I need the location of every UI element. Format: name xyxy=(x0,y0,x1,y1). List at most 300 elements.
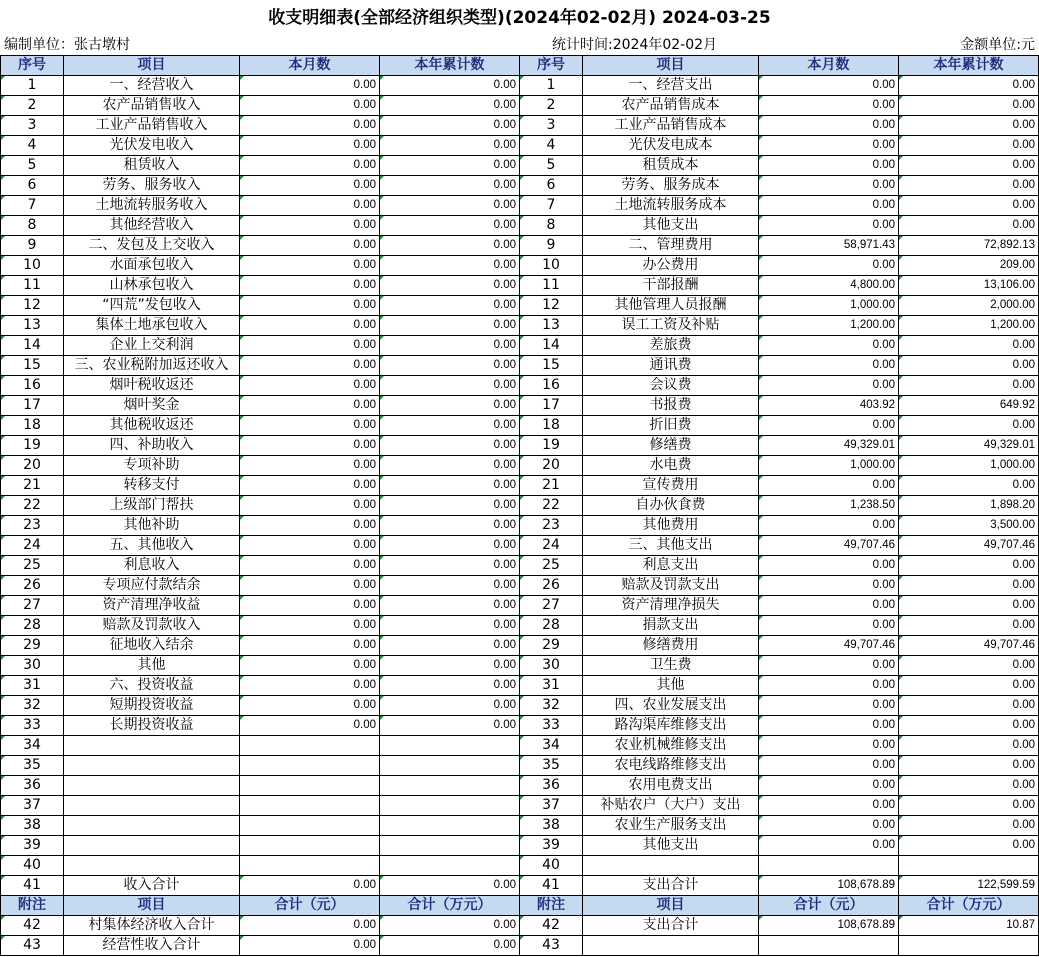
expense-ytd-cell[interactable]: 0.00 xyxy=(899,356,1039,376)
income-item-cell[interactable]: 专项应付款结余 xyxy=(64,576,240,596)
expense-ytd-cell[interactable]: 0.00 xyxy=(899,556,1039,576)
income-item-cell[interactable]: 转移支付 xyxy=(64,476,240,496)
income-seq-cell[interactable]: 41 xyxy=(1,876,64,896)
income-ytd-cell[interactable] xyxy=(380,796,520,816)
expense-ytd-cell[interactable]: 10.87 xyxy=(899,916,1039,936)
income-item-cell[interactable]: 征地收入结余 xyxy=(64,636,240,656)
income-month-cell[interactable]: 0.00 xyxy=(240,416,380,436)
expense-seq-cell[interactable]: 41 xyxy=(520,876,583,896)
expense-item-cell[interactable]: 折旧费 xyxy=(583,416,759,436)
expense-ytd-cell[interactable]: 13,106.00 xyxy=(899,276,1039,296)
expense-seq-cell[interactable]: 43 xyxy=(520,936,583,956)
expense-month-cell[interactable]: 403.92 xyxy=(759,396,899,416)
expense-item-cell[interactable]: 其他支出 xyxy=(583,216,759,236)
income-ytd-cell[interactable]: 0.00 xyxy=(380,716,520,736)
income-ytd-cell[interactable]: 0.00 xyxy=(380,496,520,516)
income-ytd-cell[interactable]: 0.00 xyxy=(380,676,520,696)
income-ytd-cell[interactable] xyxy=(380,756,520,776)
expense-month-cell[interactable]: 49,707.46 xyxy=(759,636,899,656)
income-item-cell[interactable] xyxy=(64,856,240,876)
income-seq-cell[interactable]: 21 xyxy=(1,476,64,496)
expense-seq-cell[interactable]: 10 xyxy=(520,256,583,276)
income-month-cell[interactable]: 0.00 xyxy=(240,316,380,336)
income-month-cell[interactable]: 0.00 xyxy=(240,696,380,716)
expense-seq-cell[interactable]: 22 xyxy=(520,496,583,516)
income-ytd-cell[interactable]: 0.00 xyxy=(380,136,520,156)
income-item-cell[interactable]: 烟叶税收返还 xyxy=(64,376,240,396)
expense-item-cell[interactable]: 其他费用 xyxy=(583,516,759,536)
expense-ytd-cell[interactable]: 0.00 xyxy=(899,616,1039,636)
expense-month-cell[interactable]: 0.00 xyxy=(759,136,899,156)
expense-item-cell[interactable]: 书报费 xyxy=(583,396,759,416)
income-month-cell[interactable]: 0.00 xyxy=(240,296,380,316)
expense-ytd-cell[interactable]: 0.00 xyxy=(899,336,1039,356)
column-header[interactable]: 项目 xyxy=(583,56,759,76)
income-item-cell[interactable]: 劳务、服务收入 xyxy=(64,176,240,196)
expense-seq-cell[interactable]: 19 xyxy=(520,436,583,456)
expense-month-cell[interactable]: 0.00 xyxy=(759,476,899,496)
expense-seq-cell[interactable]: 2 xyxy=(520,96,583,116)
income-month-cell[interactable]: 0.00 xyxy=(240,396,380,416)
expense-ytd-cell[interactable]: 0.00 xyxy=(899,696,1039,716)
income-ytd-cell[interactable] xyxy=(380,816,520,836)
expense-month-cell[interactable]: 4,800.00 xyxy=(759,276,899,296)
income-month-cell[interactable]: 0.00 xyxy=(240,116,380,136)
column-header[interactable]: 本年累计数 xyxy=(899,56,1039,76)
income-month-cell[interactable] xyxy=(240,776,380,796)
income-seq-cell[interactable]: 26 xyxy=(1,576,64,596)
income-item-cell[interactable]: 其他税收返还 xyxy=(64,416,240,436)
income-seq-cell[interactable]: 23 xyxy=(1,516,64,536)
income-month-cell[interactable]: 0.00 xyxy=(240,636,380,656)
income-ytd-cell[interactable] xyxy=(380,776,520,796)
income-ytd-cell[interactable]: 0.00 xyxy=(380,876,520,896)
income-month-cell[interactable]: 0.00 xyxy=(240,236,380,256)
income-month-cell[interactable]: 0.00 xyxy=(240,516,380,536)
income-month-cell[interactable]: 0.00 xyxy=(240,616,380,636)
income-month-cell[interactable] xyxy=(240,816,380,836)
income-month-cell[interactable]: 0.00 xyxy=(240,916,380,936)
expense-item-cell[interactable]: 修缮费用 xyxy=(583,636,759,656)
expense-month-cell[interactable]: 49,707.46 xyxy=(759,536,899,556)
expense-month-cell[interactable]: 0.00 xyxy=(759,216,899,236)
income-seq-cell[interactable]: 2 xyxy=(1,96,64,116)
expense-month-cell[interactable] xyxy=(759,856,899,876)
column-header[interactable]: 项目 xyxy=(64,56,240,76)
income-seq-cell[interactable]: 9 xyxy=(1,236,64,256)
expense-item-cell[interactable]: 光伏发电成本 xyxy=(583,136,759,156)
income-ytd-cell[interactable]: 0.00 xyxy=(380,76,520,96)
expense-item-cell[interactable] xyxy=(583,936,759,956)
expense-ytd-cell[interactable]: 209.00 xyxy=(899,256,1039,276)
expense-month-cell[interactable]: 0.00 xyxy=(759,696,899,716)
income-seq-cell[interactable]: 17 xyxy=(1,396,64,416)
expense-seq-cell[interactable]: 14 xyxy=(520,336,583,356)
income-ytd-cell[interactable]: 0.00 xyxy=(380,536,520,556)
expense-seq-cell[interactable]: 32 xyxy=(520,696,583,716)
expense-seq-cell[interactable]: 5 xyxy=(520,156,583,176)
income-item-cell[interactable]: 工业产品销售收入 xyxy=(64,116,240,136)
expense-seq-cell[interactable]: 11 xyxy=(520,276,583,296)
expense-seq-cell[interactable]: 21 xyxy=(520,476,583,496)
expense-item-cell[interactable]: 补贴农户（大户）支出 xyxy=(583,796,759,816)
income-month-cell[interactable] xyxy=(240,756,380,776)
income-seq-cell[interactable]: 7 xyxy=(1,196,64,216)
income-item-cell[interactable] xyxy=(64,796,240,816)
income-ytd-cell[interactable]: 0.00 xyxy=(380,336,520,356)
expense-month-cell[interactable]: 1,000.00 xyxy=(759,296,899,316)
column-header[interactable]: 本月数 xyxy=(759,56,899,76)
income-item-cell[interactable]: 三、农业税附加返还收入 xyxy=(64,356,240,376)
income-ytd-cell[interactable]: 0.00 xyxy=(380,156,520,176)
expense-ytd-cell[interactable]: 0.00 xyxy=(899,736,1039,756)
expense-month-cell[interactable]: 0.00 xyxy=(759,516,899,536)
income-seq-cell[interactable]: 28 xyxy=(1,616,64,636)
expense-month-cell[interactable]: 0.00 xyxy=(759,376,899,396)
income-item-cell[interactable]: 村集体经济收入合计 xyxy=(64,916,240,936)
expense-seq-cell[interactable]: 40 xyxy=(520,856,583,876)
expense-month-cell[interactable]: 0.00 xyxy=(759,776,899,796)
expense-ytd-cell[interactable]: 0.00 xyxy=(899,716,1039,736)
expense-month-cell[interactable]: 0.00 xyxy=(759,156,899,176)
expense-item-cell[interactable]: 误工工资及补贴 xyxy=(583,316,759,336)
income-item-cell[interactable]: 上级部门帮扶 xyxy=(64,496,240,516)
expense-month-cell[interactable]: 0.00 xyxy=(759,76,899,96)
income-item-cell[interactable]: 其他补助 xyxy=(64,516,240,536)
income-seq-cell[interactable]: 5 xyxy=(1,156,64,176)
income-seq-cell[interactable]: 42 xyxy=(1,916,64,936)
income-ytd-cell[interactable]: 0.00 xyxy=(380,936,520,956)
column-header[interactable]: 项目 xyxy=(583,896,759,916)
expense-seq-cell[interactable]: 39 xyxy=(520,836,583,856)
income-item-cell[interactable] xyxy=(64,756,240,776)
expense-seq-cell[interactable]: 31 xyxy=(520,676,583,696)
expense-item-cell[interactable]: 赔款及罚款支出 xyxy=(583,576,759,596)
expense-month-cell[interactable]: 0.00 xyxy=(759,336,899,356)
income-item-cell[interactable]: 山林承包收入 xyxy=(64,276,240,296)
expense-seq-cell[interactable]: 15 xyxy=(520,356,583,376)
expense-ytd-cell[interactable]: 49,329.01 xyxy=(899,436,1039,456)
income-seq-cell[interactable]: 34 xyxy=(1,736,64,756)
expense-seq-cell[interactable]: 20 xyxy=(520,456,583,476)
income-item-cell[interactable]: 长期投资收益 xyxy=(64,716,240,736)
income-item-cell[interactable] xyxy=(64,736,240,756)
expense-item-cell[interactable] xyxy=(583,856,759,876)
income-seq-cell[interactable]: 11 xyxy=(1,276,64,296)
income-month-cell[interactable]: 0.00 xyxy=(240,456,380,476)
expense-seq-cell[interactable]: 30 xyxy=(520,656,583,676)
income-month-cell[interactable]: 0.00 xyxy=(240,376,380,396)
expense-ytd-cell[interactable]: 0.00 xyxy=(899,756,1039,776)
income-seq-cell[interactable]: 31 xyxy=(1,676,64,696)
column-header[interactable]: 合计（元） xyxy=(759,896,899,916)
income-ytd-cell[interactable] xyxy=(380,836,520,856)
expense-month-cell[interactable]: 0.00 xyxy=(759,176,899,196)
income-item-cell[interactable]: 资产清理净收益 xyxy=(64,596,240,616)
income-item-cell[interactable]: 四、补助收入 xyxy=(64,436,240,456)
expense-month-cell[interactable]: 0.00 xyxy=(759,96,899,116)
income-item-cell[interactable]: 烟叶奖金 xyxy=(64,396,240,416)
income-item-cell[interactable]: 其他 xyxy=(64,656,240,676)
expense-month-cell[interactable]: 0.00 xyxy=(759,796,899,816)
expense-seq-cell[interactable]: 42 xyxy=(520,916,583,936)
income-seq-cell[interactable]: 14 xyxy=(1,336,64,356)
income-seq-cell[interactable]: 16 xyxy=(1,376,64,396)
income-month-cell[interactable]: 0.00 xyxy=(240,876,380,896)
expense-month-cell[interactable]: 0.00 xyxy=(759,756,899,776)
expense-item-cell[interactable]: 农业生产服务支出 xyxy=(583,816,759,836)
income-seq-cell[interactable]: 38 xyxy=(1,816,64,836)
expense-seq-cell[interactable]: 24 xyxy=(520,536,583,556)
expense-item-cell[interactable]: 劳务、服务成本 xyxy=(583,176,759,196)
income-ytd-cell[interactable]: 0.00 xyxy=(380,556,520,576)
income-ytd-cell[interactable]: 0.00 xyxy=(380,516,520,536)
income-item-cell[interactable]: 企业上交利润 xyxy=(64,336,240,356)
income-month-cell[interactable]: 0.00 xyxy=(240,76,380,96)
income-ytd-cell[interactable]: 0.00 xyxy=(380,276,520,296)
expense-ytd-cell[interactable]: 1,000.00 xyxy=(899,456,1039,476)
income-ytd-cell[interactable]: 0.00 xyxy=(380,356,520,376)
expense-ytd-cell[interactable]: 0.00 xyxy=(899,156,1039,176)
income-seq-cell[interactable]: 15 xyxy=(1,356,64,376)
expense-seq-cell[interactable]: 27 xyxy=(520,596,583,616)
expense-month-cell[interactable]: 0.00 xyxy=(759,656,899,676)
income-month-cell[interactable]: 0.00 xyxy=(240,676,380,696)
expense-ytd-cell[interactable]: 0.00 xyxy=(899,196,1039,216)
income-ytd-cell[interactable]: 0.00 xyxy=(380,376,520,396)
income-ytd-cell[interactable]: 0.00 xyxy=(380,196,520,216)
expense-ytd-cell[interactable]: 0.00 xyxy=(899,796,1039,816)
income-ytd-cell[interactable] xyxy=(380,736,520,756)
expense-ytd-cell[interactable]: 0.00 xyxy=(899,416,1039,436)
expense-seq-cell[interactable]: 8 xyxy=(520,216,583,236)
income-seq-cell[interactable]: 19 xyxy=(1,436,64,456)
income-ytd-cell[interactable]: 0.00 xyxy=(380,436,520,456)
expense-seq-cell[interactable]: 13 xyxy=(520,316,583,336)
expense-ytd-cell[interactable]: 0.00 xyxy=(899,176,1039,196)
expense-ytd-cell[interactable]: 0.00 xyxy=(899,676,1039,696)
income-item-cell[interactable]: 利息收入 xyxy=(64,556,240,576)
income-item-cell[interactable]: 收入合计 xyxy=(64,876,240,896)
income-ytd-cell[interactable]: 0.00 xyxy=(380,916,520,936)
expense-ytd-cell[interactable]: 0.00 xyxy=(899,816,1039,836)
income-month-cell[interactable] xyxy=(240,836,380,856)
income-ytd-cell[interactable]: 0.00 xyxy=(380,476,520,496)
income-item-cell[interactable] xyxy=(64,776,240,796)
expense-ytd-cell[interactable]: 49,707.46 xyxy=(899,636,1039,656)
column-header[interactable]: 序号 xyxy=(520,56,583,76)
expense-seq-cell[interactable]: 23 xyxy=(520,516,583,536)
expense-month-cell[interactable]: 0.00 xyxy=(759,676,899,696)
expense-seq-cell[interactable]: 16 xyxy=(520,376,583,396)
income-seq-cell[interactable]: 1 xyxy=(1,76,64,96)
expense-seq-cell[interactable]: 6 xyxy=(520,176,583,196)
expense-item-cell[interactable]: 差旅费 xyxy=(583,336,759,356)
income-seq-cell[interactable]: 3 xyxy=(1,116,64,136)
expense-month-cell[interactable]: 0.00 xyxy=(759,736,899,756)
expense-month-cell[interactable]: 108,678.89 xyxy=(759,876,899,896)
income-month-cell[interactable]: 0.00 xyxy=(240,216,380,236)
expense-ytd-cell[interactable]: 0.00 xyxy=(899,76,1039,96)
income-ytd-cell[interactable]: 0.00 xyxy=(380,96,520,116)
income-ytd-cell[interactable]: 0.00 xyxy=(380,256,520,276)
income-month-cell[interactable]: 0.00 xyxy=(240,276,380,296)
income-seq-cell[interactable]: 43 xyxy=(1,936,64,956)
expense-item-cell[interactable]: 通讯费 xyxy=(583,356,759,376)
income-item-cell[interactable]: 二、发包及上交收入 xyxy=(64,236,240,256)
expense-ytd-cell[interactable]: 0.00 xyxy=(899,96,1039,116)
income-ytd-cell[interactable]: 0.00 xyxy=(380,296,520,316)
expense-seq-cell[interactable]: 36 xyxy=(520,776,583,796)
column-header[interactable]: 附注 xyxy=(520,896,583,916)
income-month-cell[interactable]: 0.00 xyxy=(240,476,380,496)
income-seq-cell[interactable]: 30 xyxy=(1,656,64,676)
income-seq-cell[interactable]: 32 xyxy=(1,696,64,716)
income-ytd-cell[interactable]: 0.00 xyxy=(380,456,520,476)
expense-item-cell[interactable]: 干部报酬 xyxy=(583,276,759,296)
expense-month-cell[interactable]: 108,678.89 xyxy=(759,916,899,936)
expense-month-cell[interactable]: 0.00 xyxy=(759,256,899,276)
expense-item-cell[interactable]: 其他支出 xyxy=(583,836,759,856)
income-seq-cell[interactable]: 22 xyxy=(1,496,64,516)
income-month-cell[interactable]: 0.00 xyxy=(240,576,380,596)
expense-month-cell[interactable]: 49,329.01 xyxy=(759,436,899,456)
expense-month-cell[interactable]: 0.00 xyxy=(759,836,899,856)
expense-month-cell[interactable]: 1,238.50 xyxy=(759,496,899,516)
expense-item-cell[interactable]: 农产品销售成本 xyxy=(583,96,759,116)
expense-ytd-cell[interactable] xyxy=(899,936,1039,956)
income-item-cell[interactable]: 光伏发电收入 xyxy=(64,136,240,156)
expense-item-cell[interactable]: 其他 xyxy=(583,676,759,696)
column-header[interactable]: 合计（万元） xyxy=(899,896,1039,916)
expense-seq-cell[interactable]: 1 xyxy=(520,76,583,96)
expense-item-cell[interactable]: 资产清理净损失 xyxy=(583,596,759,616)
income-seq-cell[interactable]: 27 xyxy=(1,596,64,616)
income-month-cell[interactable] xyxy=(240,796,380,816)
income-month-cell[interactable]: 0.00 xyxy=(240,176,380,196)
expense-month-cell[interactable]: 0.00 xyxy=(759,196,899,216)
expense-month-cell[interactable]: 0.00 xyxy=(759,816,899,836)
expense-item-cell[interactable]: 工业产品销售成本 xyxy=(583,116,759,136)
income-month-cell[interactable]: 0.00 xyxy=(240,436,380,456)
expense-ytd-cell[interactable]: 0.00 xyxy=(899,576,1039,596)
expense-ytd-cell[interactable]: 0.00 xyxy=(899,116,1039,136)
expense-ytd-cell[interactable]: 0.00 xyxy=(899,776,1039,796)
income-seq-cell[interactable]: 10 xyxy=(1,256,64,276)
income-seq-cell[interactable]: 8 xyxy=(1,216,64,236)
income-ytd-cell[interactable] xyxy=(380,856,520,876)
expense-item-cell[interactable]: 自办伙食费 xyxy=(583,496,759,516)
expense-month-cell[interactable]: 0.00 xyxy=(759,576,899,596)
expense-month-cell[interactable]: 0.00 xyxy=(759,116,899,136)
income-seq-cell[interactable]: 35 xyxy=(1,756,64,776)
expense-item-cell[interactable]: 路沟渠库维修支出 xyxy=(583,716,759,736)
income-month-cell[interactable]: 0.00 xyxy=(240,716,380,736)
column-header[interactable]: 合计（元） xyxy=(240,896,380,916)
expense-ytd-cell[interactable]: 1,898.20 xyxy=(899,496,1039,516)
expense-seq-cell[interactable]: 17 xyxy=(520,396,583,416)
income-month-cell[interactable]: 0.00 xyxy=(240,596,380,616)
expense-seq-cell[interactable]: 38 xyxy=(520,816,583,836)
expense-item-cell[interactable]: 会议费 xyxy=(583,376,759,396)
income-item-cell[interactable]: 六、投资收益 xyxy=(64,676,240,696)
expense-item-cell[interactable]: 卫生费 xyxy=(583,656,759,676)
expense-seq-cell[interactable]: 33 xyxy=(520,716,583,736)
expense-month-cell[interactable]: 58,971.43 xyxy=(759,236,899,256)
income-item-cell[interactable]: 经营性收入合计 xyxy=(64,936,240,956)
expense-ytd-cell[interactable]: 0.00 xyxy=(899,596,1039,616)
expense-ytd-cell[interactable]: 1,200.00 xyxy=(899,316,1039,336)
income-item-cell[interactable]: 一、经营收入 xyxy=(64,76,240,96)
income-month-cell[interactable] xyxy=(240,736,380,756)
income-seq-cell[interactable]: 4 xyxy=(1,136,64,156)
income-month-cell[interactable]: 0.00 xyxy=(240,156,380,176)
income-ytd-cell[interactable]: 0.00 xyxy=(380,656,520,676)
income-ytd-cell[interactable]: 0.00 xyxy=(380,696,520,716)
expense-seq-cell[interactable]: 34 xyxy=(520,736,583,756)
income-seq-cell[interactable]: 37 xyxy=(1,796,64,816)
expense-seq-cell[interactable]: 9 xyxy=(520,236,583,256)
income-ytd-cell[interactable]: 0.00 xyxy=(380,416,520,436)
expense-item-cell[interactable]: 支出合计 xyxy=(583,876,759,896)
expense-item-cell[interactable]: 一、经营支出 xyxy=(583,76,759,96)
income-month-cell[interactable]: 0.00 xyxy=(240,256,380,276)
expense-month-cell[interactable] xyxy=(759,936,899,956)
expense-month-cell[interactable]: 0.00 xyxy=(759,356,899,376)
expense-item-cell[interactable]: 土地流转服务成本 xyxy=(583,196,759,216)
expense-ytd-cell[interactable]: 2,000.00 xyxy=(899,296,1039,316)
expense-item-cell[interactable]: 二、管理费用 xyxy=(583,236,759,256)
expense-month-cell[interactable]: 0.00 xyxy=(759,716,899,736)
income-month-cell[interactable] xyxy=(240,856,380,876)
expense-month-cell[interactable]: 0.00 xyxy=(759,416,899,436)
income-seq-cell[interactable]: 13 xyxy=(1,316,64,336)
expense-ytd-cell[interactable]: 0.00 xyxy=(899,476,1039,496)
expense-item-cell[interactable]: 租赁成本 xyxy=(583,156,759,176)
income-month-cell[interactable]: 0.00 xyxy=(240,496,380,516)
expense-item-cell[interactable]: 办公费用 xyxy=(583,256,759,276)
expense-item-cell[interactable]: 农电线路维修支出 xyxy=(583,756,759,776)
expense-ytd-cell[interactable]: 72,892.13 xyxy=(899,236,1039,256)
income-item-cell[interactable]: 其他经营收入 xyxy=(64,216,240,236)
expense-item-cell[interactable]: 利息支出 xyxy=(583,556,759,576)
column-header[interactable]: 本年累计数 xyxy=(380,56,520,76)
column-header[interactable]: 合计（万元） xyxy=(380,896,520,916)
income-seq-cell[interactable]: 39 xyxy=(1,836,64,856)
expense-seq-cell[interactable]: 26 xyxy=(520,576,583,596)
income-month-cell[interactable]: 0.00 xyxy=(240,536,380,556)
column-header[interactable]: 本月数 xyxy=(240,56,380,76)
expense-item-cell[interactable]: 支出合计 xyxy=(583,916,759,936)
expense-ytd-cell[interactable]: 49,707.46 xyxy=(899,536,1039,556)
income-item-cell[interactable]: 土地流转服务收入 xyxy=(64,196,240,216)
income-seq-cell[interactable]: 36 xyxy=(1,776,64,796)
income-ytd-cell[interactable]: 0.00 xyxy=(380,116,520,136)
expense-seq-cell[interactable]: 29 xyxy=(520,636,583,656)
expense-seq-cell[interactable]: 18 xyxy=(520,416,583,436)
expense-ytd-cell[interactable]: 0.00 xyxy=(899,216,1039,236)
income-ytd-cell[interactable]: 0.00 xyxy=(380,176,520,196)
expense-seq-cell[interactable]: 7 xyxy=(520,196,583,216)
income-seq-cell[interactable]: 18 xyxy=(1,416,64,436)
expense-ytd-cell[interactable]: 122,599.59 xyxy=(899,876,1039,896)
income-ytd-cell[interactable]: 0.00 xyxy=(380,596,520,616)
expense-seq-cell[interactable]: 37 xyxy=(520,796,583,816)
income-seq-cell[interactable]: 40 xyxy=(1,856,64,876)
expense-item-cell[interactable]: 四、农业发展支出 xyxy=(583,696,759,716)
income-ytd-cell[interactable]: 0.00 xyxy=(380,616,520,636)
income-ytd-cell[interactable]: 0.00 xyxy=(380,216,520,236)
